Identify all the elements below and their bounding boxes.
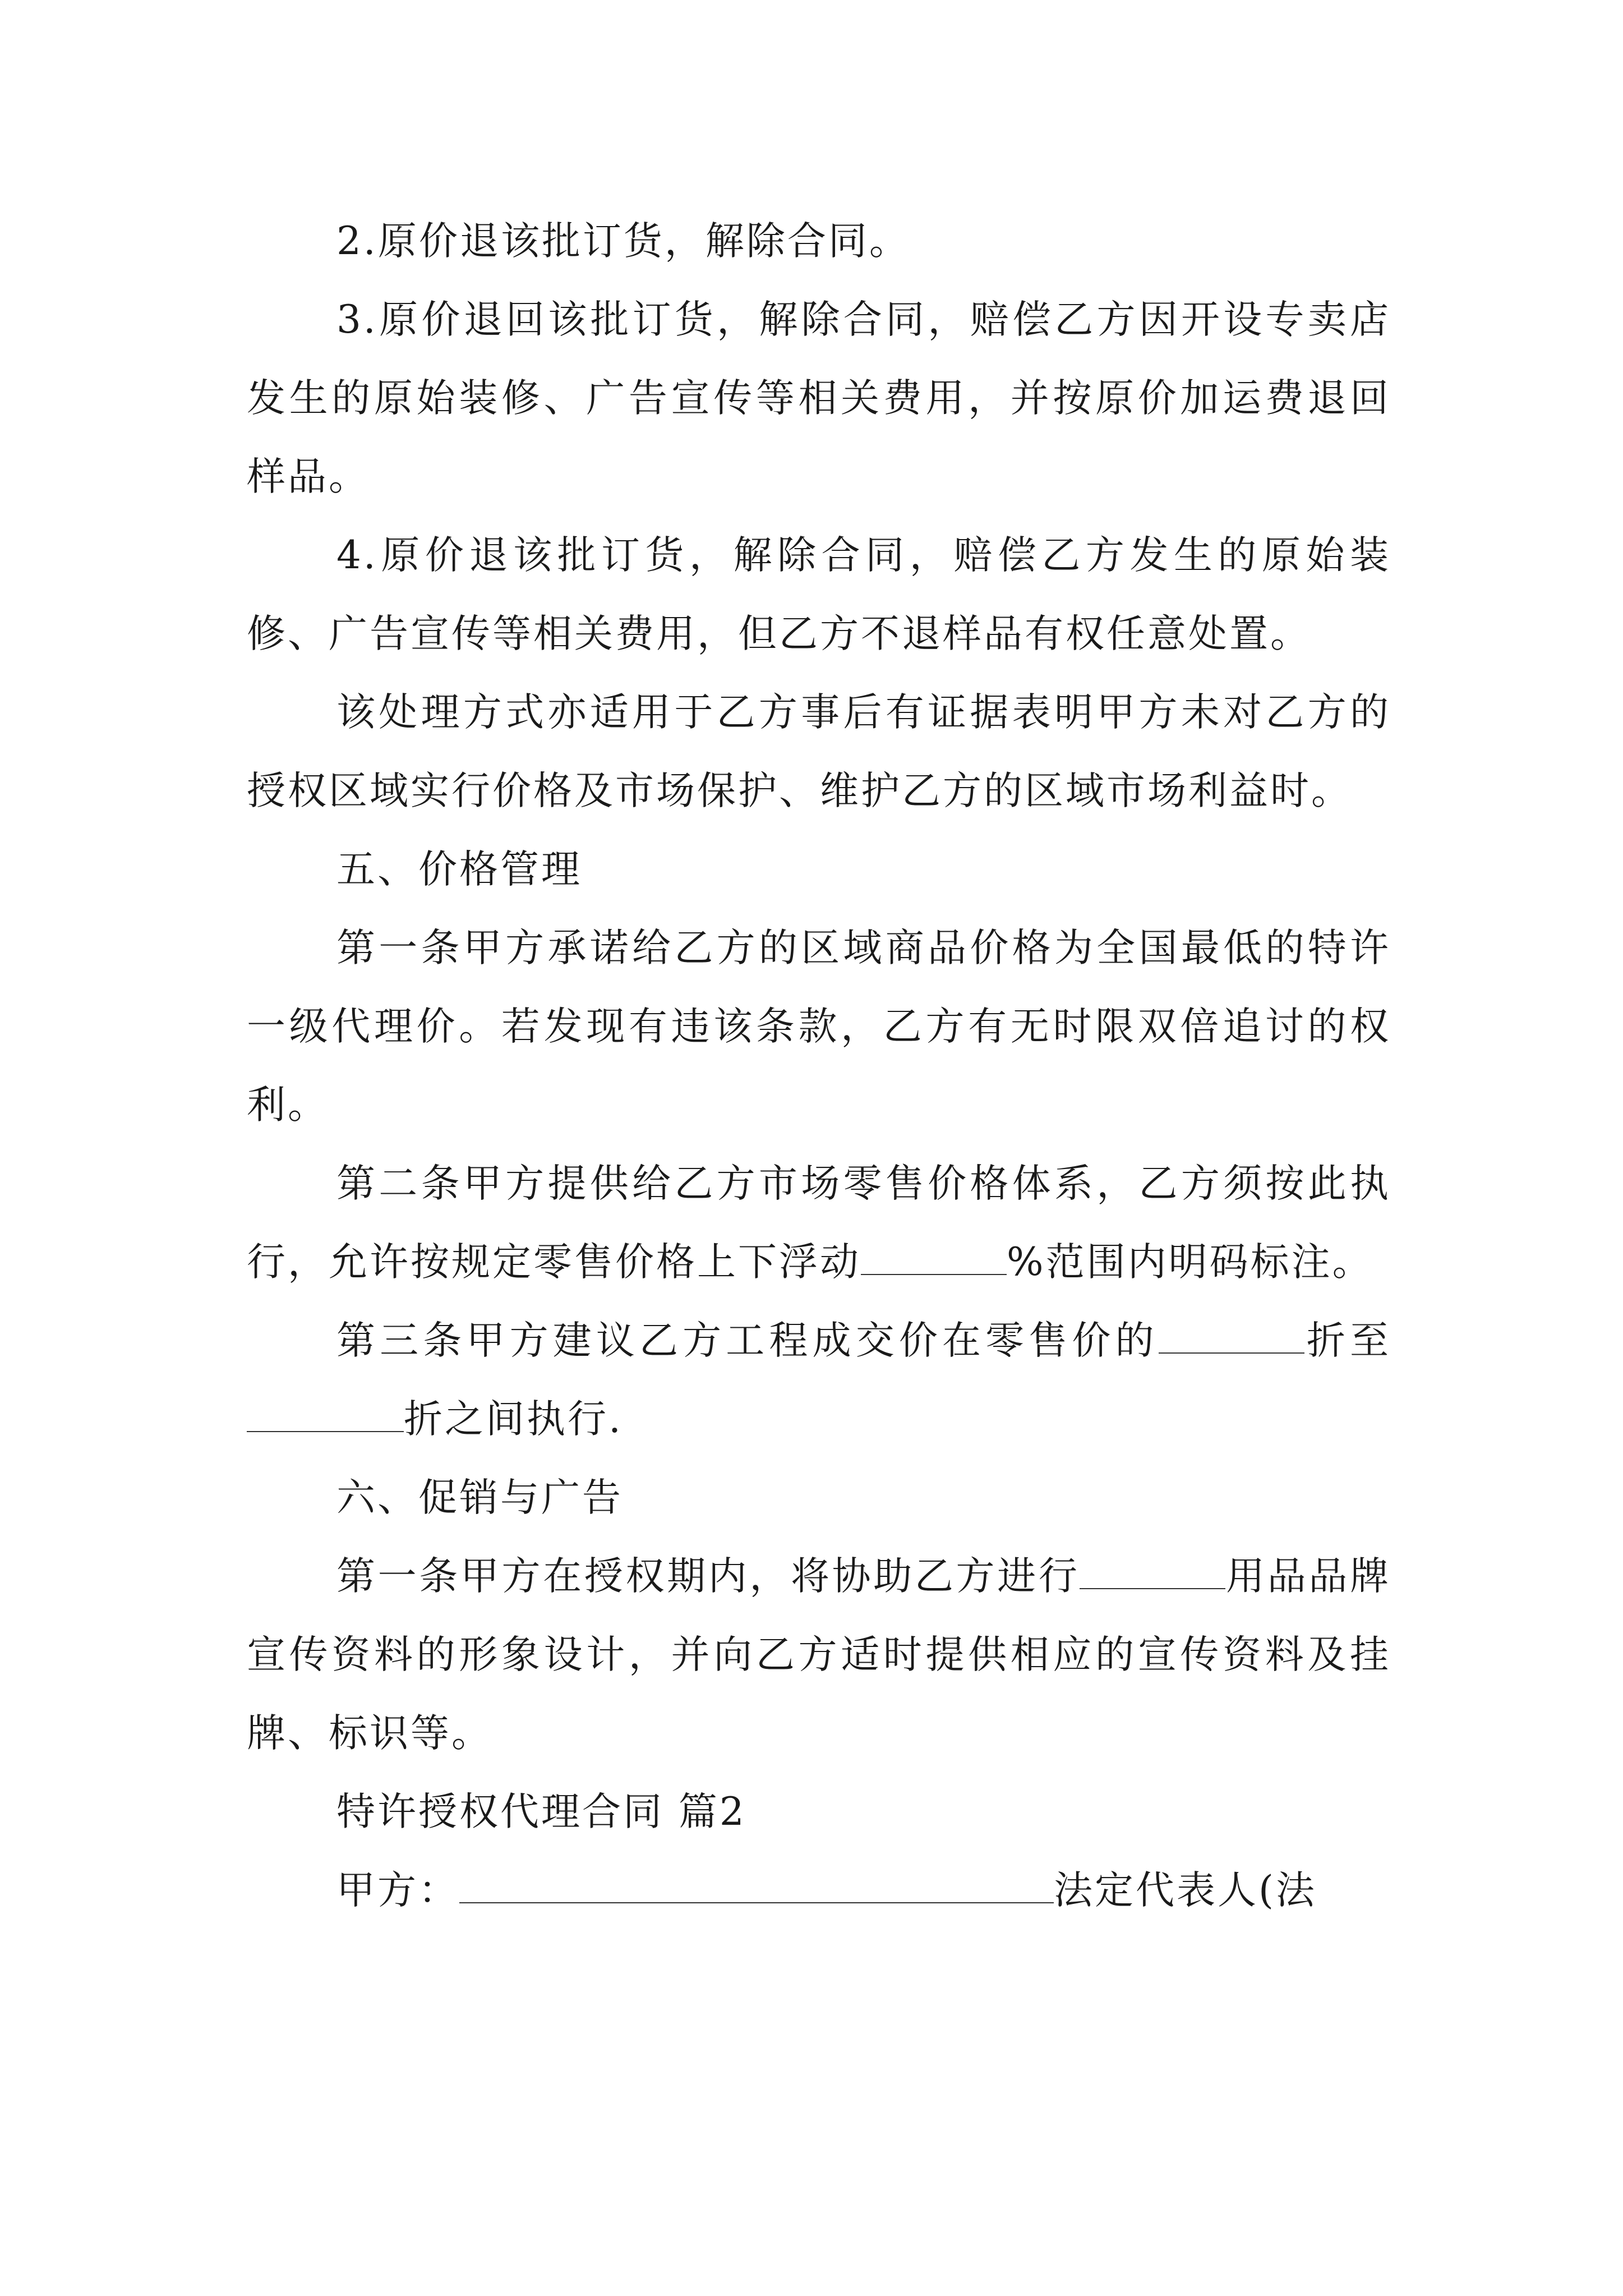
- price-article-2-text-a: 第二条甲方提供给乙方市场零售价格体系，乙方须按此执行，允许按规定零售价格上下浮动: [247, 1161, 1391, 1285]
- section-heading-promotion: [247, 1458, 1391, 1537]
- document-body: [247, 202, 1391, 1930]
- product-category-blank: [1080, 1554, 1225, 1589]
- contract-title-part-2-text: 特许授权代理合同 篇2: [336, 1789, 746, 1834]
- float-percent-blank: [861, 1240, 1007, 1275]
- price-article-3-text-c: 折之间执行.: [404, 1397, 623, 1442]
- section-heading-promotion-text: 六、促销与广告: [336, 1475, 623, 1520]
- section-heading-price-management-text: 五、价格管理: [336, 847, 582, 892]
- applicability-note: [247, 673, 1391, 830]
- price-article-2-text-b: %范围内明码标注。: [1007, 1240, 1373, 1285]
- party-a-line: [247, 1851, 1391, 1930]
- contract-title-part-2: [247, 1773, 1391, 1851]
- party-a-name-blank: [459, 1869, 1054, 1903]
- applicability-note-text: 该处理方式亦适用于乙方事后有证据表明甲方未对乙方的授权区域实行价格及市场保护、维护乙方的区域市场利益时。: [247, 690, 1391, 813]
- price-article-1-text: 第一条甲方承诺给乙方的区域商品价格为全国最低的特许一级代理价。若发现有违该条款，乙方有无时限双倍追讨的权利。: [247, 926, 1391, 1128]
- promotion-article-1-text-a: 第一条甲方在授权期内，将协助乙方进行: [336, 1554, 1080, 1599]
- price-article-3-text-a: 第三条甲方建议乙方工程成交价在零售价的: [336, 1318, 1159, 1363]
- discount-from-blank: [1159, 1319, 1304, 1354]
- promotion-article-1-text-b: 用品品牌宣传资料的形象设计，并向乙方适时提供相应的宣传资料及挂牌、标识等。: [247, 1554, 1391, 1756]
- price-article-2: [247, 1144, 1391, 1301]
- clause-3: [247, 280, 1391, 516]
- clause-3-text: 3.原价退回该批订货，解除合同，赔偿乙方因开设专卖店发生的原始装修、广告宣传等相关费用，并按原价加运费退回样品。: [247, 297, 1391, 499]
- discount-to-blank: [247, 1397, 404, 1432]
- clause-4: [247, 516, 1391, 673]
- clause-2: [247, 202, 1391, 280]
- clause-2-text: 2.原价退该批订货，解除合同。: [336, 219, 910, 264]
- price-article-3-text-b: 折至: [1304, 1318, 1391, 1363]
- legal-representative-label: 法定代表人(法: [1054, 1868, 1317, 1913]
- clause-4-text: 4.原价退该批订货，解除合同，赔偿乙方发生的原始装修、广告宣传等相关费用，但乙方不退样品有权任意处置。: [247, 533, 1391, 656]
- price-article-3: [247, 1301, 1391, 1458]
- section-heading-price-management: [247, 830, 1391, 909]
- party-a-label: 甲方：: [336, 1868, 459, 1913]
- promotion-article-1: [247, 1537, 1391, 1773]
- price-article-1: [247, 909, 1391, 1144]
